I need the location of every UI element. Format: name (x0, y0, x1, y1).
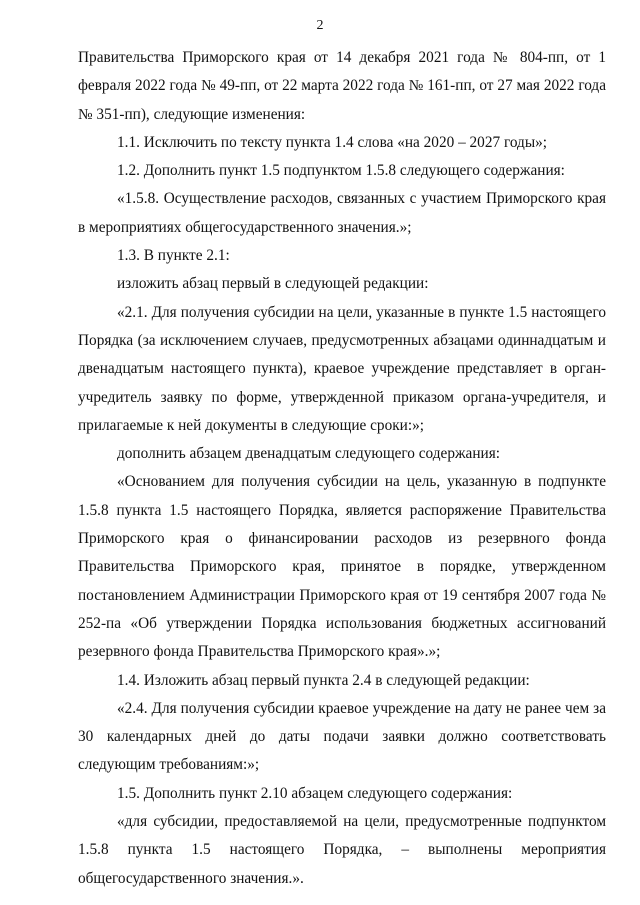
paragraph-item-1-3: 1.3. В пункте 2.1: (117, 247, 230, 265)
paragraph-quote-subsidy: «для субсидии, предоставляемой на цели, предусмотренные подпунктом 1.5.8 пункта 1.5 настоящего Порядка, – выполнены мероприятия общегосударственного значения.». (78, 813, 606, 887)
paragraph-continuation: Правительства Приморского края от 14 декабря 2021 года № 804-пп, от 1 февраля 2022 года № 49-пп, от 22 марта 2022 года № 161-пп, от 27 мая 2022 года № 351-пп), следующие изменения: (78, 49, 606, 123)
paragraph-quote-1-5-8: «1.5.8. Осуществление расходов, связанных с участием Приморского края в мероприятиях общегосударственного значения.»; (78, 190, 606, 236)
paragraph-instruction-first: изложить абзац первый в следующей редакции: (117, 275, 429, 293)
document-body (78, 44, 606, 893)
paragraph-quote-basis: «Основанием для получения субсидии на цель, указанную в подпункте 1.5.8 пункта 1.5 настоящего Порядка, является распоряжение Правительства Приморского края о финансировании расходов из резервного фонда Правительства Приморского края, принятое в порядке, утвержденном постановлением Администрации Приморского края от 19 сентября 2007 года № 252-па «Об утверждении Порядка использования бюджетных ассигнований резервного фонда Правительства Приморского края».»; (78, 473, 606, 661)
page-number: 2 (316, 18, 324, 33)
paragraph-item-1-4: 1.4. Изложить абзац первый пункта 2.4 в следующей редакции: (117, 671, 530, 689)
paragraph-quote-2-4: «2.4. Для получения субсидии краевое учреждение на дату не ранее чем за 30 календарных дней до даты подачи заявки должно соответствовать следующим требованиям:»; (78, 699, 606, 774)
paragraph-item-1-1: 1.1. Исключить по тексту пункта 1.4 слова «на 2020 – 2027 годы»; (117, 133, 548, 151)
paragraph-item-1-2: 1.2. Дополнить пункт 1.5 подпунктом 1.5.8 следующего содержания: (117, 162, 565, 180)
paragraph-instruction-twelfth: дополнить абзацем двенадцатым следующего содержания: (117, 445, 500, 463)
paragraph-quote-2-1: «2.1. Для получения субсидии на цели, указанные в пункте 1.5 настоящего Порядка (за исключением случаев, предусмотренных абзацами одиннадцатым и двенадцатым настоящего пункта), краевое учреждение представляет в орган-учредитель заявку по форме, утвержденной приказом органа-учредителя, и прилагаемые к ней документы в следующие сроки:»; (78, 303, 606, 434)
paragraph-item-1-5: 1.5. Дополнить пункт 2.10 абзацем следующего содержания: (117, 784, 513, 802)
